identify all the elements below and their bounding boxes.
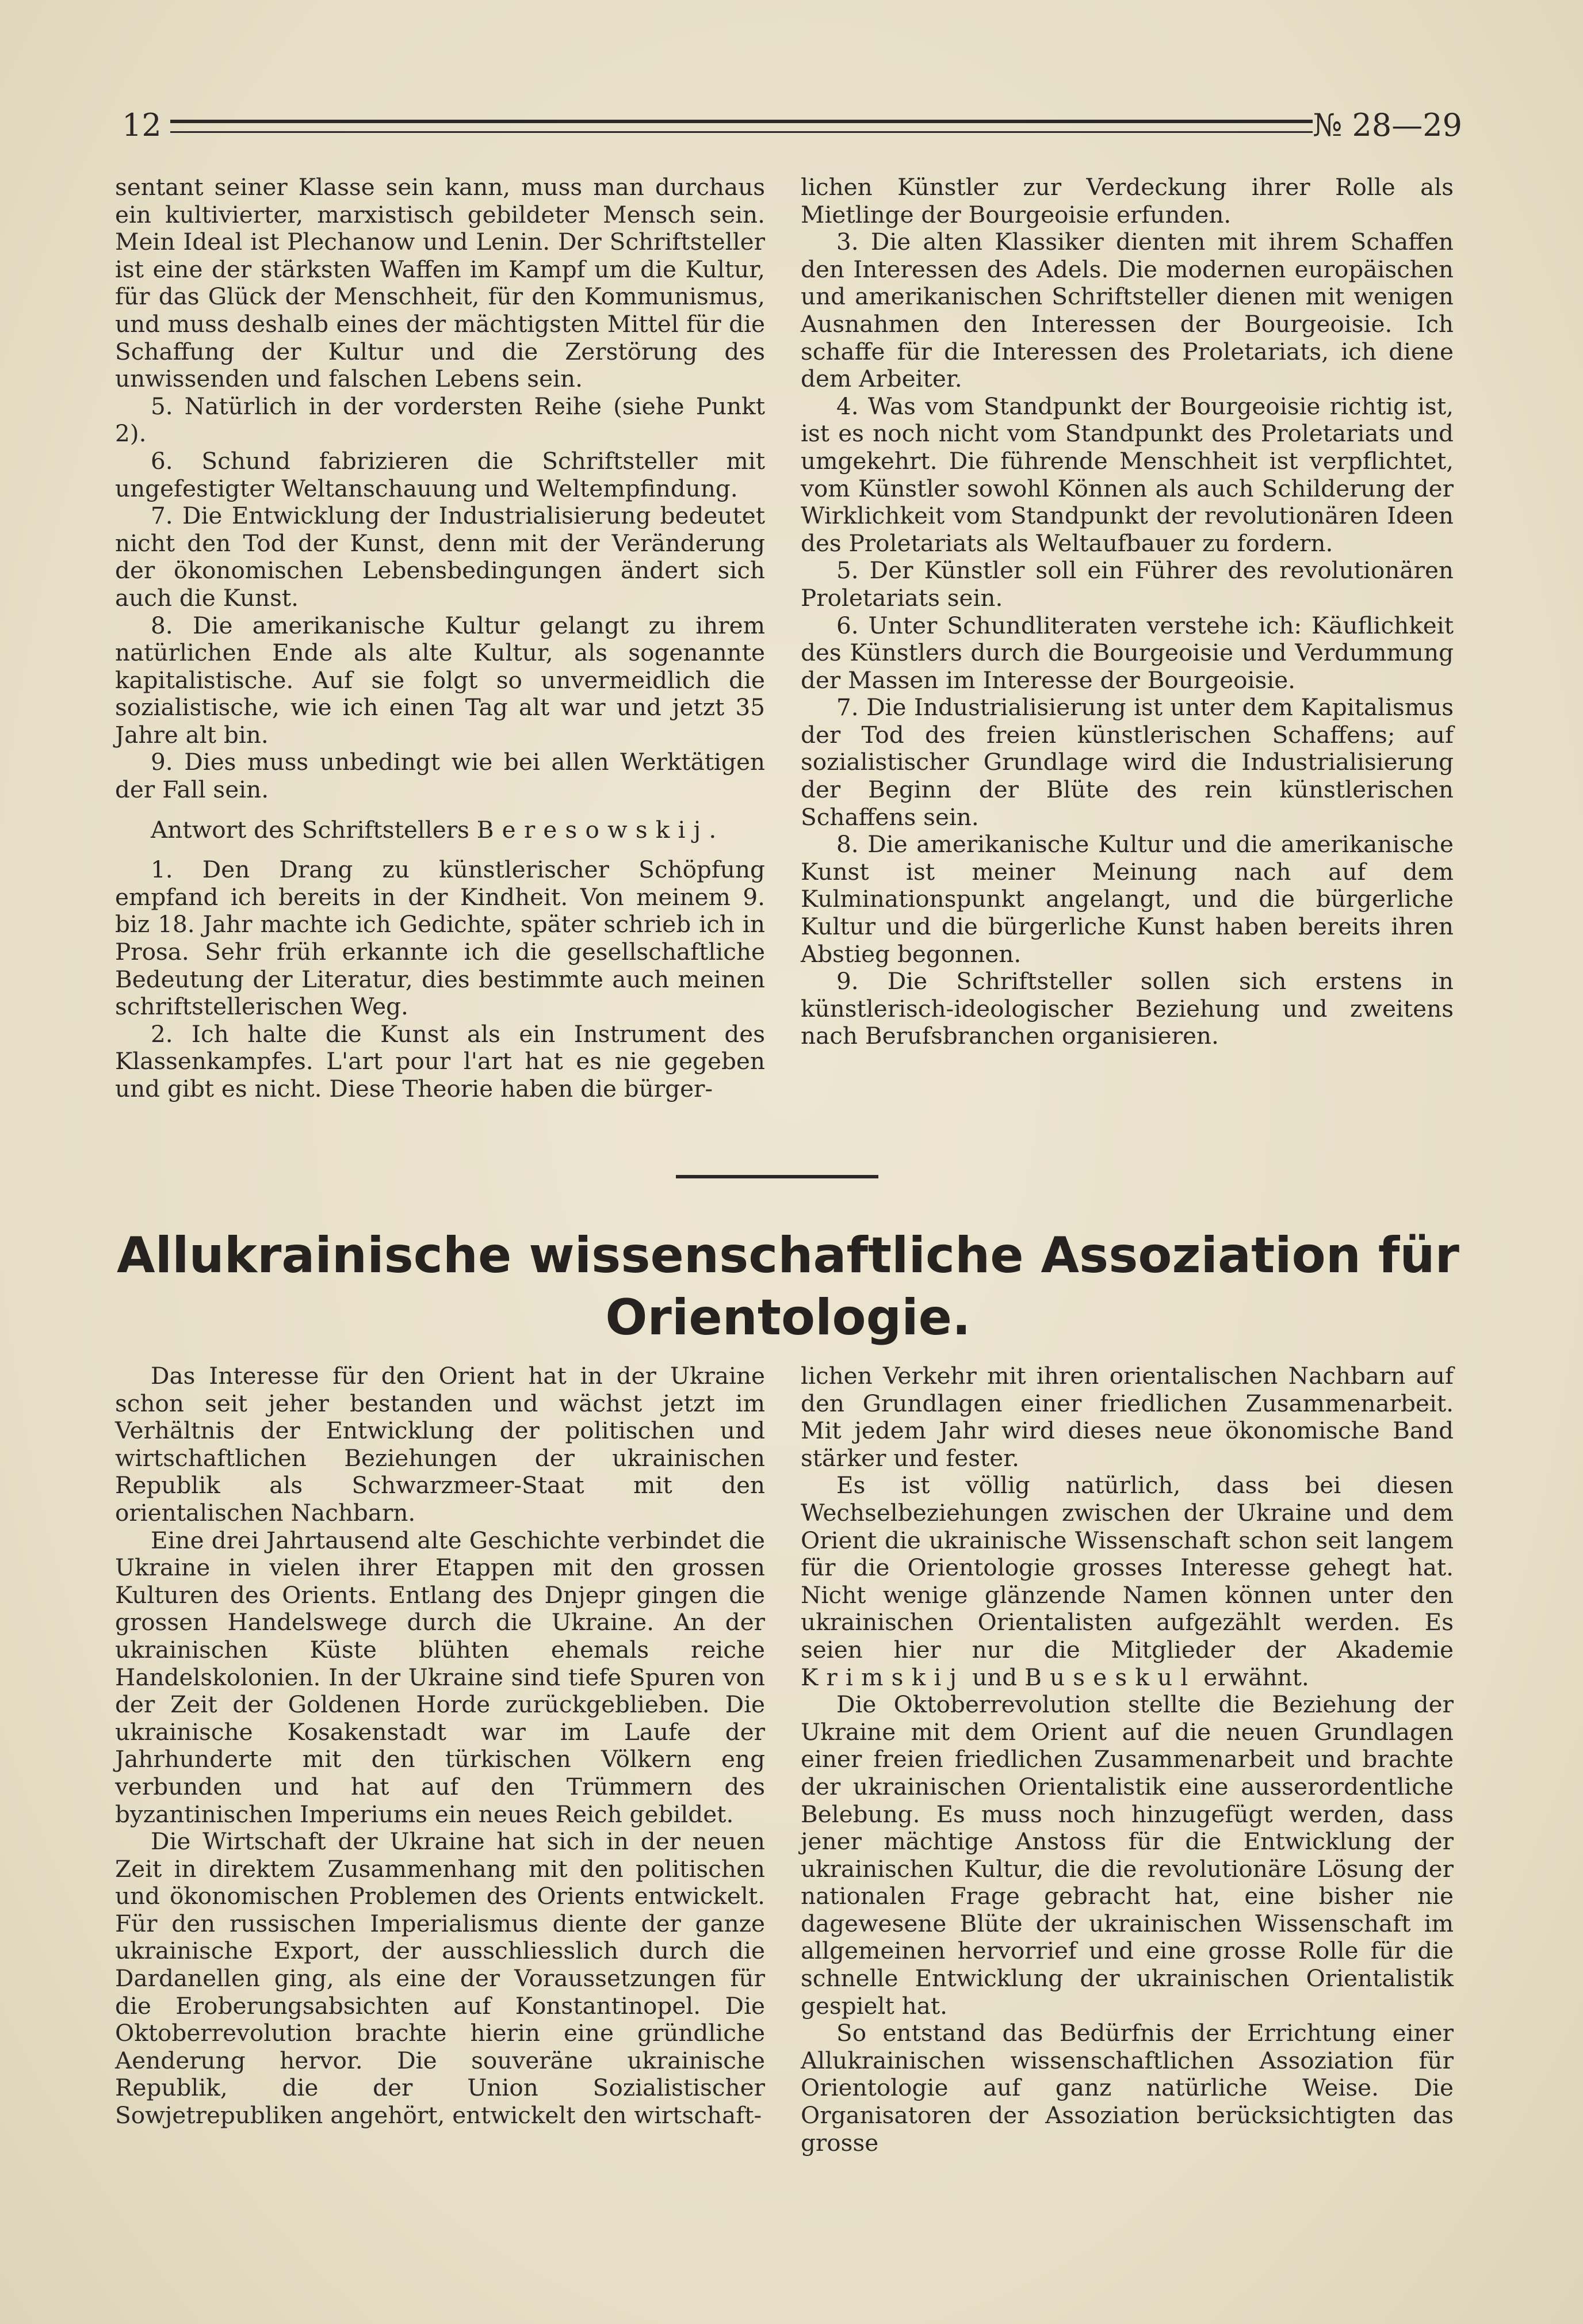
paragraph: lichen Verkehr mit ihren orientalischen Nachbarn auf den Grundlagen einer friedlichen Zusammenarbeit. Mit jedem Jahr wird dieses neue ökonomische Band stärker und fester.: [801, 1362, 1454, 1472]
page-number: 12: [122, 107, 162, 143]
header-rule: [170, 120, 1313, 133]
top-left-column: [115, 174, 765, 1103]
bottom-right-column: [801, 1363, 1454, 2157]
bottom-left-column: [115, 1363, 765, 2130]
paragraph: 5. Der Künstler soll ein Führer des revolutionären Proletariats sein.: [801, 556, 1454, 612]
issue-number: № 28—29: [1313, 107, 1462, 143]
paragraph: 3. Die alten Klassiker dienten mit ihrem Schaffen den Interessen des Adels. Die modernen europäischen und amerikanischen Schriftsteller dienen mit wenigen Ausnahmen den Interessen der Bourgeoisie. Ich schaffe für die Interessen des Proletariats, ich diene dem Arbeiter.: [801, 228, 1454, 393]
paragraph: 7. Die Industrialisierung ist unter dem Kapitalismus der Tod des freien künstlerischen Schaffens; auf sozialistischer Grundlage wird die Industrialisierung der Beginn der Blüte des rein künstlerischen Schaffens sein.: [801, 693, 1454, 831]
section-divider: [676, 1175, 878, 1178]
author-name: Beresowskij.: [476, 815, 725, 844]
top-right-column: [801, 174, 1454, 1050]
paragraph: 8. Die amerikanische Kultur gelangt zu ihrem natürlichen Ende als alte Kultur, als sogenannte kapitalistische. Auf sie folgt so unvermeidlich die sozialistische, wie ich einen Tag alt war und jetzt 35 Jahre alt bin.: [115, 611, 765, 749]
paragraph: 9. Dies muss unbedingt wie bei allen Werktätigen der Fall sein.: [115, 748, 765, 804]
paragraph: Eine drei Jahrtausend alte Geschichte verbindet die Ukraine in vielen ihrer Etappen mit den grossen Kulturen des Orients. Entlang des Dnjepr gingen die grossen Handelswege durch die Ukraine. An der ukrainischen Küste blühten ehemals reiche Handelskolonien. In der Ukraine sind tiefe Spuren von der Zeit der Goldenen Horde zurückgeblieben. Die ukrainische Kosakenstadt war im Laufe der Jahrhunderte mit den türkischen Völkern eng verbunden und hat auf den Trümmern des byzantinischen Imperiums ein neues Reich gebildet.: [115, 1526, 765, 1828]
person-name: Buseskul: [1024, 1663, 1196, 1691]
paragraph: Die Oktoberrevolution stellte die Beziehung der Ukraine mit dem Orient auf die neuen Grundlagen einer freien friedlichen Zusammenarbeit und brachte der ukrainischen Orientalistik eine ausserordentliche Belebung. Es muss noch hinzugefügt werden, dass jener mächtige Anstoss für die Entwicklung der ukrainischen Kultur, die die revolutionäre Lösung der nationalen Frage gebracht hat, eine bisher nie dagewesene Blüte der ukrainischen Wissenschaft im allgemeinen hervorrief und eine grosse Rolle für die schnelle Entwicklung der ukrainischen Orientalistik gespielt hat.: [801, 1690, 1454, 2020]
text-run: erwähnt.: [1196, 1663, 1309, 1691]
answer-heading: [115, 816, 765, 844]
paragraph: Die Wirtschaft der Ukraine hat sich in der neuen Zeit in direktem Zusammenhang mit den politischen und ökonomischen Problemen des Orients entwickelt. Für den russischen Imperialismus diente der ganze ukrainische Export, der ausschliesslich durch die Dardanellen ging, als eine der Voraussetzungen für die Eroberungsabsichten auf Konstantinopel. Die Oktoberrevolution brachte hierin eine gründliche Aenderung hervor. Die souveräne ukrainische Republik, die der Union Sozialistischer Sowjetrepubliken angehört, entwickelt den wirtschaft-: [115, 1827, 765, 2130]
paragraph: [801, 1472, 1454, 1691]
paragraph: Das Interesse für den Orient hat in der Ukraine schon seit jeher bestanden und wächst jetzt im Verhältnis der Entwicklung der politischen und wirtschaftlichen Beziehungen der ukrainischen Republik als Schwarzmeer-Staat mit den orientalischen Nachbarn.: [115, 1362, 765, 1527]
paragraph: 7. Die Entwicklung der Industrialisierung bedeutet nicht den Tod der Kunst, denn mit der Veränderung der ökonomischen Lebensbedingungen ändert sich auch die Kunst.: [115, 502, 765, 612]
paragraph: 6. Schund fabrizieren die Schriftsteller mit ungefestigter Weltanschauung und Weltempfindung.: [115, 447, 765, 502]
paragraph: 5. Natürlich in der vordersten Reihe (siehe Punkt 2).: [115, 392, 765, 448]
article-title: Allukrainische wissenschaftliche Assoziation für Orientologie.: [117, 1227, 1459, 1346]
paragraph: 4. Was vom Standpunkt der Bourgeoisie richtig ist, ist es noch nicht vom Standpunkt des Proletariats und umgekehrt. Die führende Menschheit ist verpflichtet, vom Künstler sowohl Können als auch Schilderung der Wirklichkeit vom Standpunkt der revolutionären Ideen des Proletariats als Weltaufbauer zu fordern.: [801, 392, 1454, 557]
paragraph: 2. Ich halte die Kunst als ein Instrument des Klassenkampfes. L'art pour l'art hat es nie gegeben und gibt es nicht. Diese Theorie haben die bürger-: [115, 1020, 765, 1102]
text-run: Es ist völlig natürlich, dass bei diesen Wechselbeziehungen zwischen der Ukraine und dem Orient die ukrainische Wissenschaft schon seit langem für die Orientologie grosses Interesse gehegt hat. Nicht wenige glänzende Namen können unter den ukrainischen Orientalisten aufgezählt werden. Es seien hier nur die Mitglieder der Akademie: [801, 1471, 1454, 1663]
paragraph: sentant seiner Klasse sein kann, muss man durchaus ein kultivierter, marxistisch gebildeter Mensch sein. Mein Ideal ist Plechanow und Lenin. Der Schriftsteller ist eine der stärksten Waffen im Kampf um die Kultur, für das Glück der Menschheit, für den Kommunismus, und muss deshalb eines der mächtigsten Mittel für die Schaffung der Kultur und die Zerstörung des unwissenden und falschen Lebens sein.: [115, 173, 765, 393]
paragraph: lichen Künstler zur Verdeckung ihrer Rolle als Mietlinge der Bourgeoisie erfunden.: [801, 173, 1454, 228]
person-name: Krimskij: [801, 1663, 965, 1691]
paragraph: 6. Unter Schundliteraten verstehe ich: Käuflichkeit des Künstlers durch die Bourgeoisie und Verdummung der Massen im Interesse der Bourgeoisie.: [801, 611, 1454, 694]
text-run: und: [965, 1663, 1025, 1691]
page-header: [122, 105, 1462, 151]
answer-heading-prefix: Antwort des Schriftstellers: [151, 815, 477, 844]
paragraph: 9. Die Schriftsteller sollen sich erstens in künstlerisch-ideologischer Beziehung und zweitens nach Berufsbranchen organisieren.: [801, 967, 1454, 1050]
paragraph: So entstand das Bedürfnis der Errichtung einer Allukrainischen wissenschaftlichen Assoziation für Orientologie auf ganz natürliche Weise. Die Organisatoren der Assoziation berücksichtigten das grosse: [801, 2019, 1454, 2157]
paragraph: 8. Die amerikanische Kultur und die amerikanische Kunst ist meiner Meinung nach auf dem Kulminationspunkt angelangt, und die bürgerliche Kultur und die bürgerliche Kunst haben bereits ihren Abstieg begonnen.: [801, 830, 1454, 968]
paragraph: 1. Den Drang zu künstlerischer Schöpfung empfand ich bereits in der Kindheit. Von meinem 9. biz 18. Jahr machte ich Gedichte, später schrieb ich in Prosa. Sehr früh erkannte ich die gesellschaftliche Bedeutung der Literatur, dies bestimmte auch meinen schriftstellerischen Weg.: [115, 856, 765, 1021]
